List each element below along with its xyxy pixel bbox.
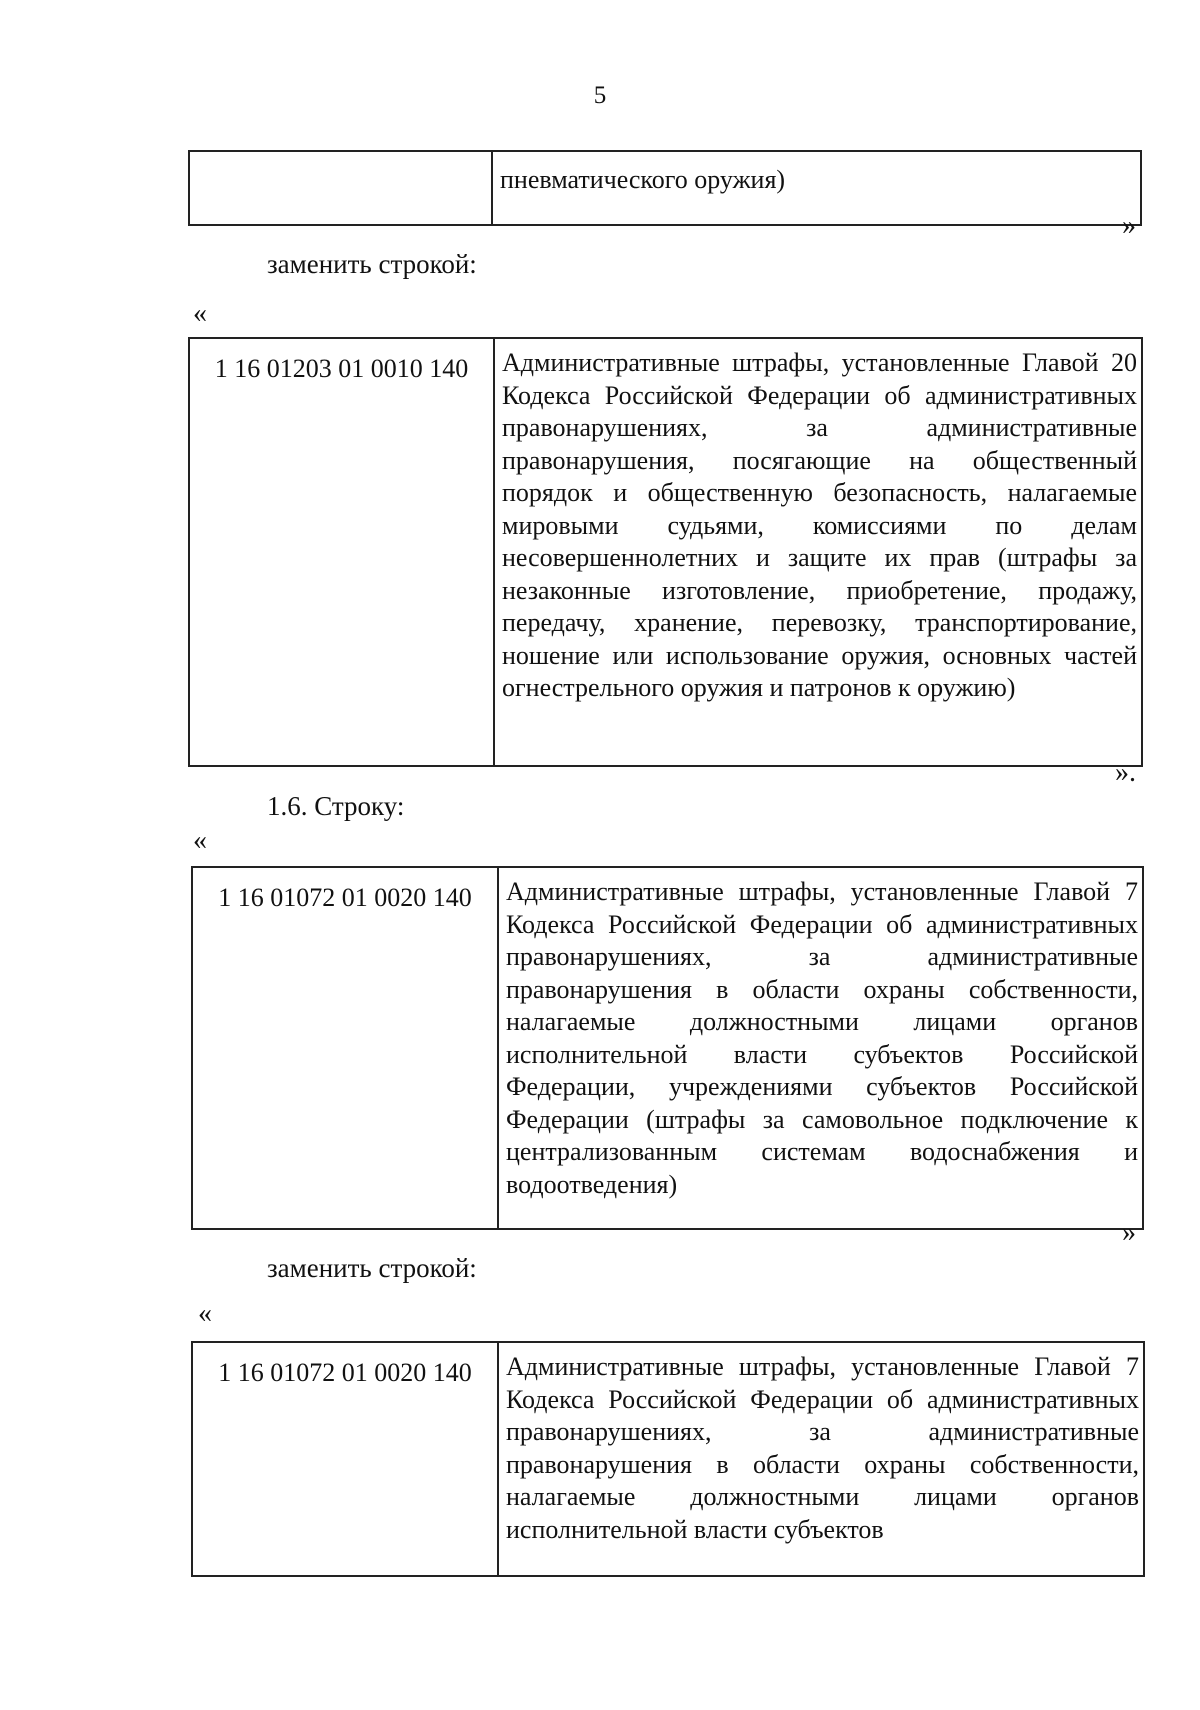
section-heading: 1.6. Строку:: [267, 791, 405, 821]
opening-quote: «: [193, 825, 207, 856]
opening-quote: «: [193, 298, 207, 329]
description-cell: Административные штрафы, установленные Главой 20 Кодекса Российской Федерации об административных правонарушениях, за административные правонарушения, посягающие на общественный порядок и общественную безопасность, налагаемые мировыми судьями, комиссиями по делам несовершеннолетних и защите их прав (штрафы за незаконные изготовление, приобретение, продажу, передачу, хранение, перевозку, транспортирование, ношение или использование оружия, основных частей огнестрельного оружия и патронов к оружию): [494, 338, 1142, 766]
code-table-row-new: [191, 1341, 1145, 1577]
replace-with-row-label: заменить строкой:: [267, 1253, 477, 1283]
budget-code-cell: 1 16 01203 01 0010 140: [189, 338, 494, 766]
description-cell: Административные штрафы, установленные Главой 7 Кодекса Российской Федерации об административных правонарушениях, за административные правонарушения в области охраны собственности, налагаемые должностными лицами органов исполнительной власти субъектов: [498, 1342, 1144, 1576]
replace-with-row-label: заменить строкой:: [267, 249, 477, 279]
code-table-row-continuation: [188, 150, 1142, 226]
description-cell: пневматического оружия): [492, 151, 1141, 225]
closing-quote: »: [1122, 210, 1136, 241]
budget-code-cell: 1 16 01072 01 0020 140: [192, 867, 498, 1229]
budget-code-cell: 1 16 01072 01 0020 140: [192, 1342, 498, 1576]
closing-quote: ».: [1115, 757, 1136, 788]
closing-quote: »: [1122, 1217, 1136, 1248]
page-number: 5: [593, 82, 607, 109]
opening-quote: «: [198, 1298, 212, 1329]
code-table-row-new: [188, 337, 1143, 767]
code-table-row-old: [191, 866, 1144, 1230]
description-cell: Административные штрафы, установленные Главой 7 Кодекса Российской Федерации об административных правонарушениях, за административные правонарушения в области охраны собственности, налагаемые должностными лицами органов исполнительной власти субъектов Российской Федерации, учреждениями субъектов Российской Федерации (штрафы за самовольное подключение к централизованным системам водоснабжения и водоотведения): [498, 867, 1143, 1229]
budget-code-cell: [189, 151, 492, 225]
